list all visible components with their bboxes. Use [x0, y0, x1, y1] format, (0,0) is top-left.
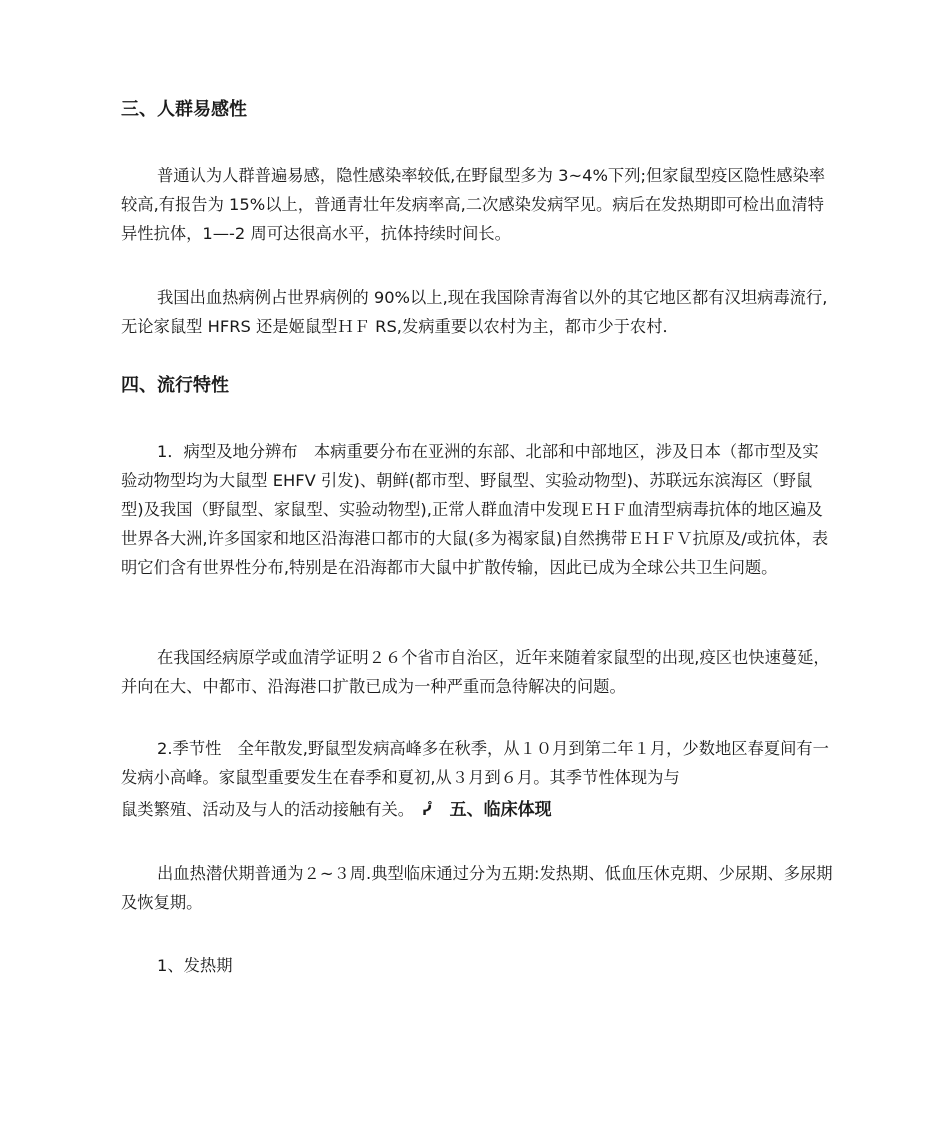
- section-4-paragraph-3-tail-row: [121, 795, 833, 826]
- section-4-title: 四、流行特性: [121, 375, 229, 396]
- section-5-paragraph-1: 出血热潜伏期普通为２~３周.典型临床通过分为五期:发热期、低血压休克期、少尿期、多尿期及恢复期。: [121, 864, 833, 912]
- glyph-mark: ᓮ: [422, 804, 432, 819]
- section-5-paragraph-2: 1、发热期: [157, 956, 233, 975]
- section-5-title: 五、临床体现: [449, 800, 552, 820]
- section-3-paragraph-2: 我国出血热病例占世界病例的 90%以上,现在我国除青海省以外的其它地区都有汉坦病毒流行,无论家鼠型 HFRS 还是姬鼠型ＨＦ RS,发病重要以农村为主，都市少于农村．: [121, 288, 828, 336]
- section-4-paragraph-3: 2.季节性 全年散发,野鼠型发病高峰多在秋季，从１０月到第二年１月，少数地区春夏间有一发病小高峰。家鼠型重要发生在春季和夏初,从３月到６月。其季节性体现为与: [121, 739, 829, 787]
- section-3-title: 三、人群易感性: [121, 99, 247, 120]
- section-4-paragraph-3-tail: 鼠类繁殖、活动及与人的活动接触有关。: [121, 800, 415, 819]
- section-4-paragraph-1: 1．病型及地分辨布 本病重要分布在亚洲的东部、北部和中部地区，涉及日本（都市型及实验动物型均为大鼠型 EHFV 引发)、朝鲜(都市型、野鼠型、实验动物型)、苏联远东滨海区（野鼠型)及我国（野鼠型、家鼠型、实验动物型),正常人群血清中发现ＥＨＦ血清型病毒抗体的地区遍及世界各大洲,许多国家和地区沿海港口都市的大鼠(多为褐家鼠)自然携带ＥＨＦＶ抗原及/或抗体，表明它们含有世界性分布,特别是在沿海都市大鼠中扩散传输，因此已成为全球公共卫生问题。: [121, 442, 829, 577]
- section-3-paragraph-1: 普通认为人群普遍易感，隐性感染率较低,在野鼠型多为 3~4%下列;但家鼠型疫区隐性感染率较高,有报告为 15%以上，普通青壮年发病率高,二次感染发病罕见。病后在发热期即可检出血清特异性抗体，1—-2 周可达很高水平，抗体持续时间长。: [121, 166, 826, 243]
- section-4-paragraph-2: 在我国经病原学或血清学证明２６个省市自治区，近年来随着家鼠型的出现,疫区也快速蔓延，并向在大、中都市、沿海港口扩散已成为一种严重而急待解决的问题。: [121, 648, 830, 696]
